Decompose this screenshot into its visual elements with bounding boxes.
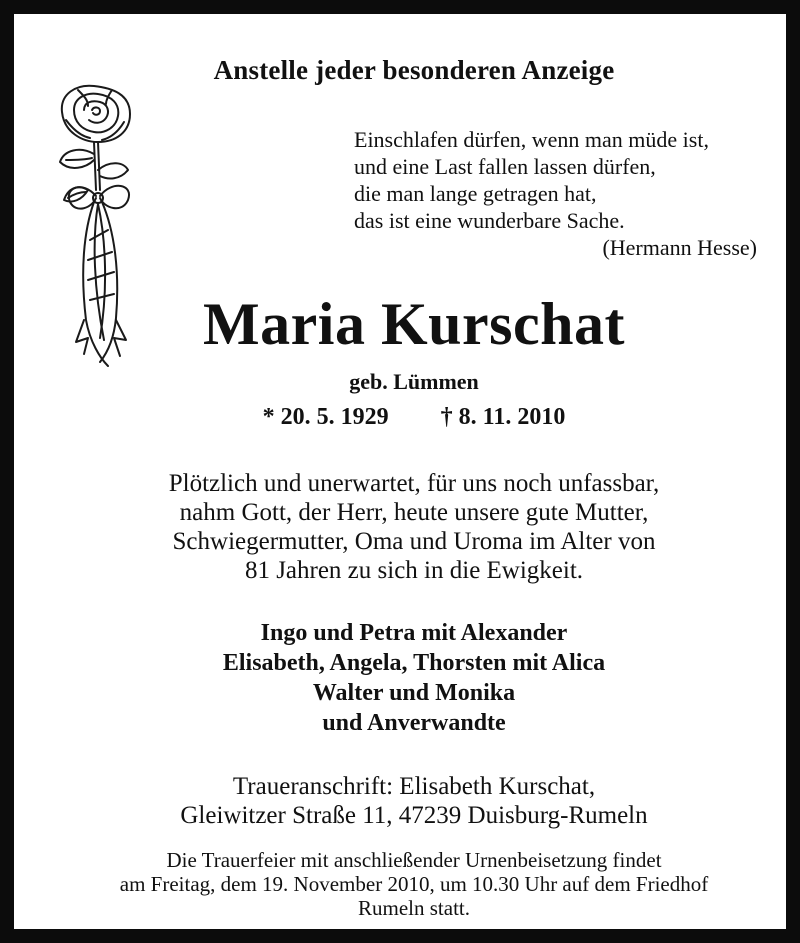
obituary-message <box>28 469 800 585</box>
mourner-line: Walter und Monika <box>312 680 516 706</box>
mourner-line: Ingo und Petra mit Alexander <box>260 620 568 646</box>
message-line: 81 Jahren zu sich in die Ewigkeit. <box>244 557 584 584</box>
quote-line: und eine Last fallen lassen dürfen, <box>354 154 656 179</box>
life-dates <box>28 404 800 431</box>
quote-line: Einschlafen dürfen, wenn man müde ist, <box>354 127 709 152</box>
message-line: nahm Gott, der Herr, heute unsere gute Mutter, <box>179 499 649 526</box>
quote-author: (Hermann Hesse) <box>602 235 757 260</box>
death-date: † 8. 11. 2010 <box>440 404 566 430</box>
quote-line: das ist eine wunderbare Sache. <box>354 208 625 233</box>
service-line: am Freitag, dem 19. November 2010, um 10.30 Uhr auf dem Friedhof <box>119 872 709 896</box>
funeral-service-info <box>28 848 800 920</box>
quote-block <box>354 126 774 234</box>
mourner-line: und Anverwandte <box>322 710 506 736</box>
deceased-name: Maria Kurschat <box>203 291 625 357</box>
service-line: Rumeln statt. <box>358 896 470 920</box>
birth-date: * 20. 5. 1929 <box>262 404 389 430</box>
mourner-line: Elisabeth, Angela, Thorsten mit Alica <box>222 650 606 676</box>
service-line: Die Trauerfeier mit anschließender Urnenbeisetzung findet <box>166 848 662 872</box>
address-line: Gleiwitzer Straße 11, 47239 Duisburg-Rumeln <box>180 802 648 829</box>
mourners-list <box>28 618 800 738</box>
message-line: Plötzlich und unerwartet, für uns noch unfassbar, <box>168 470 660 497</box>
address-line: Traueranschrift: Elisabeth Kurschat, <box>232 773 596 800</box>
announcement-header: Anstelle jeder besonderen Anzeige <box>213 55 615 85</box>
message-line: Schwiegermutter, Oma und Uroma im Alter von <box>172 528 656 555</box>
mourning-address <box>28 772 800 830</box>
birth-name: geb. Lümmen <box>349 369 479 394</box>
quote-line: die man lange getragen hat, <box>354 181 597 206</box>
